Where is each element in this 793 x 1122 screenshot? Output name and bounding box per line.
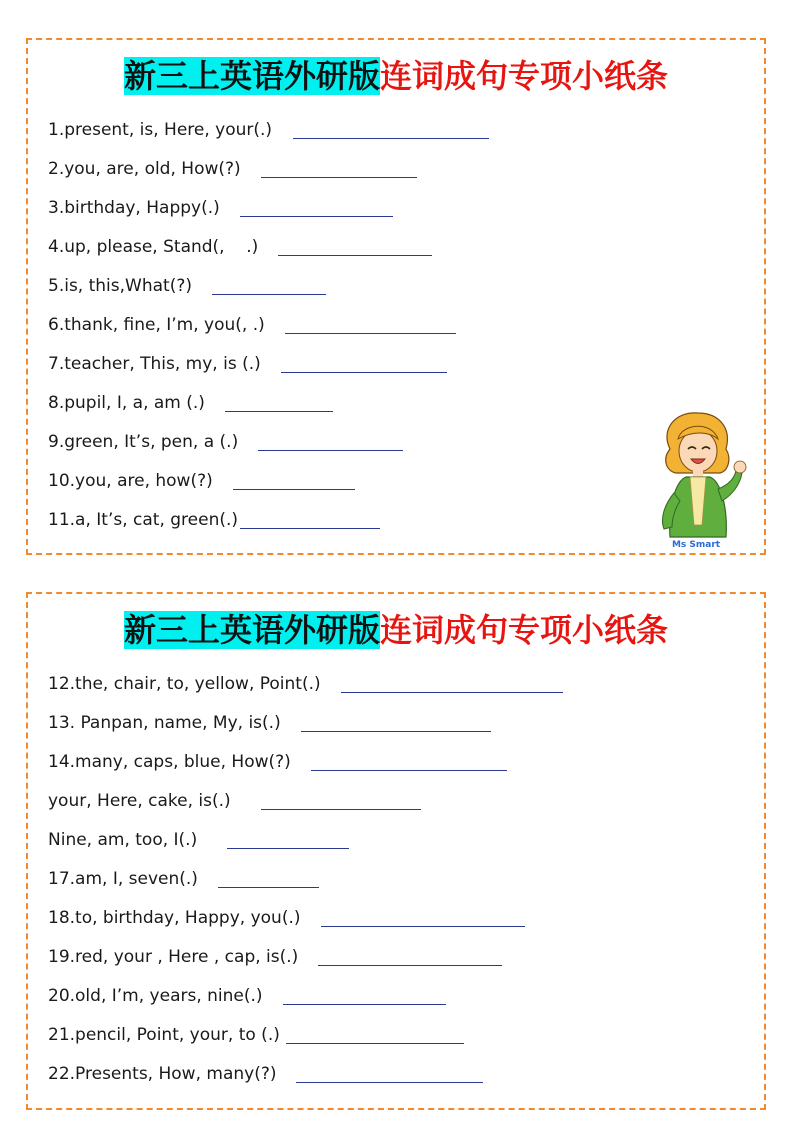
mascot-label: Ms Smart (671, 540, 721, 550)
card-title (28, 48, 764, 104)
question-text: 5.is, this,What(?) (48, 275, 192, 296)
answer-line[interactable] (227, 848, 349, 849)
question-item (48, 110, 764, 149)
question-text: 12.the, chair, to, yellow, Point(.) (48, 673, 321, 694)
worksheet-card-1 (26, 38, 766, 555)
title-rest: 连词成句专项小纸条 (380, 611, 669, 649)
question-text: 20.old, I’m, years, nine(.) (48, 985, 263, 1006)
answer-line[interactable] (225, 411, 333, 412)
answer-line[interactable] (218, 887, 319, 888)
question-item (48, 664, 764, 703)
title-highlight: 新三上英语外研版 (123, 611, 380, 649)
question-item (48, 149, 764, 188)
question-text: 2.you, are, old, How(?) (48, 158, 241, 179)
worksheet-card-2 (26, 592, 766, 1110)
question-text: 22.Presents, How, many(?) (48, 1063, 277, 1084)
question-text: your, Here, cake, is(.) (48, 790, 231, 811)
answer-line[interactable] (341, 692, 563, 693)
answer-line[interactable] (240, 216, 393, 217)
answer-line[interactable] (261, 177, 417, 178)
question-item (48, 703, 764, 742)
question-text: 19.red, your , Here , cap, is(.) (48, 946, 299, 967)
answer-line[interactable] (286, 1043, 464, 1044)
question-text: 10.you, are, how(?) (48, 470, 213, 491)
answer-line[interactable] (233, 489, 355, 490)
question-text: 17.am, I, seven(.) (48, 868, 198, 889)
answer-line[interactable] (258, 450, 403, 451)
question-text: 6.thank, fine, I’m, you(, .) (48, 314, 265, 335)
answer-line[interactable] (240, 528, 380, 529)
question-text: 9.green, It’s, pen, a (.) (48, 431, 239, 452)
question-item (48, 742, 764, 781)
card-title (28, 602, 764, 658)
answer-line[interactable] (278, 255, 432, 256)
question-item (48, 976, 764, 1015)
question-text: 1.present, is, Here, your(.) (48, 119, 273, 140)
question-item (48, 859, 764, 898)
teacher-mascot-illustration (646, 409, 750, 551)
question-item (48, 781, 764, 820)
answer-line[interactable] (296, 1082, 483, 1083)
question-list (48, 664, 764, 1093)
answer-line[interactable] (318, 965, 502, 966)
question-text: 11.a, It’s, cat, green(.) (48, 509, 239, 530)
question-text: 14.many, caps, blue, How(?) (48, 751, 291, 772)
question-item (48, 898, 764, 937)
answer-line[interactable] (261, 809, 421, 810)
answer-line[interactable] (301, 731, 491, 732)
answer-line[interactable] (321, 926, 525, 927)
answer-line[interactable] (285, 333, 456, 334)
title-highlight: 新三上英语外研版 (123, 57, 380, 95)
question-text: 3.birthday, Happy(.) (48, 197, 220, 218)
answer-line[interactable] (311, 770, 507, 771)
question-text: 4.up, please, Stand(, .) (48, 236, 259, 257)
question-item (48, 937, 764, 976)
question-item (48, 266, 764, 305)
question-text: 21.pencil, Point, your, to (.) (48, 1024, 280, 1045)
question-item (48, 227, 764, 266)
answer-line[interactable] (293, 138, 489, 139)
answer-line[interactable] (283, 1004, 446, 1005)
question-item (48, 305, 764, 344)
question-item (48, 820, 764, 859)
answer-line[interactable] (212, 294, 326, 295)
question-item (48, 344, 764, 383)
question-item (48, 188, 764, 227)
title-rest: 连词成句专项小纸条 (380, 57, 669, 95)
question-text: 7.teacher, This, my, is (.) (48, 353, 261, 374)
question-item (48, 1015, 764, 1054)
answer-line[interactable] (281, 372, 447, 373)
question-text: 8.pupil, I, a, am (.) (48, 392, 205, 413)
question-text: 13. Panpan, name, My, is(.) (48, 712, 281, 733)
question-text: 18.to, birthday, Happy, you(.) (48, 907, 301, 928)
question-text: Nine, am, too, I(.) (48, 829, 198, 850)
question-item (48, 1054, 764, 1093)
